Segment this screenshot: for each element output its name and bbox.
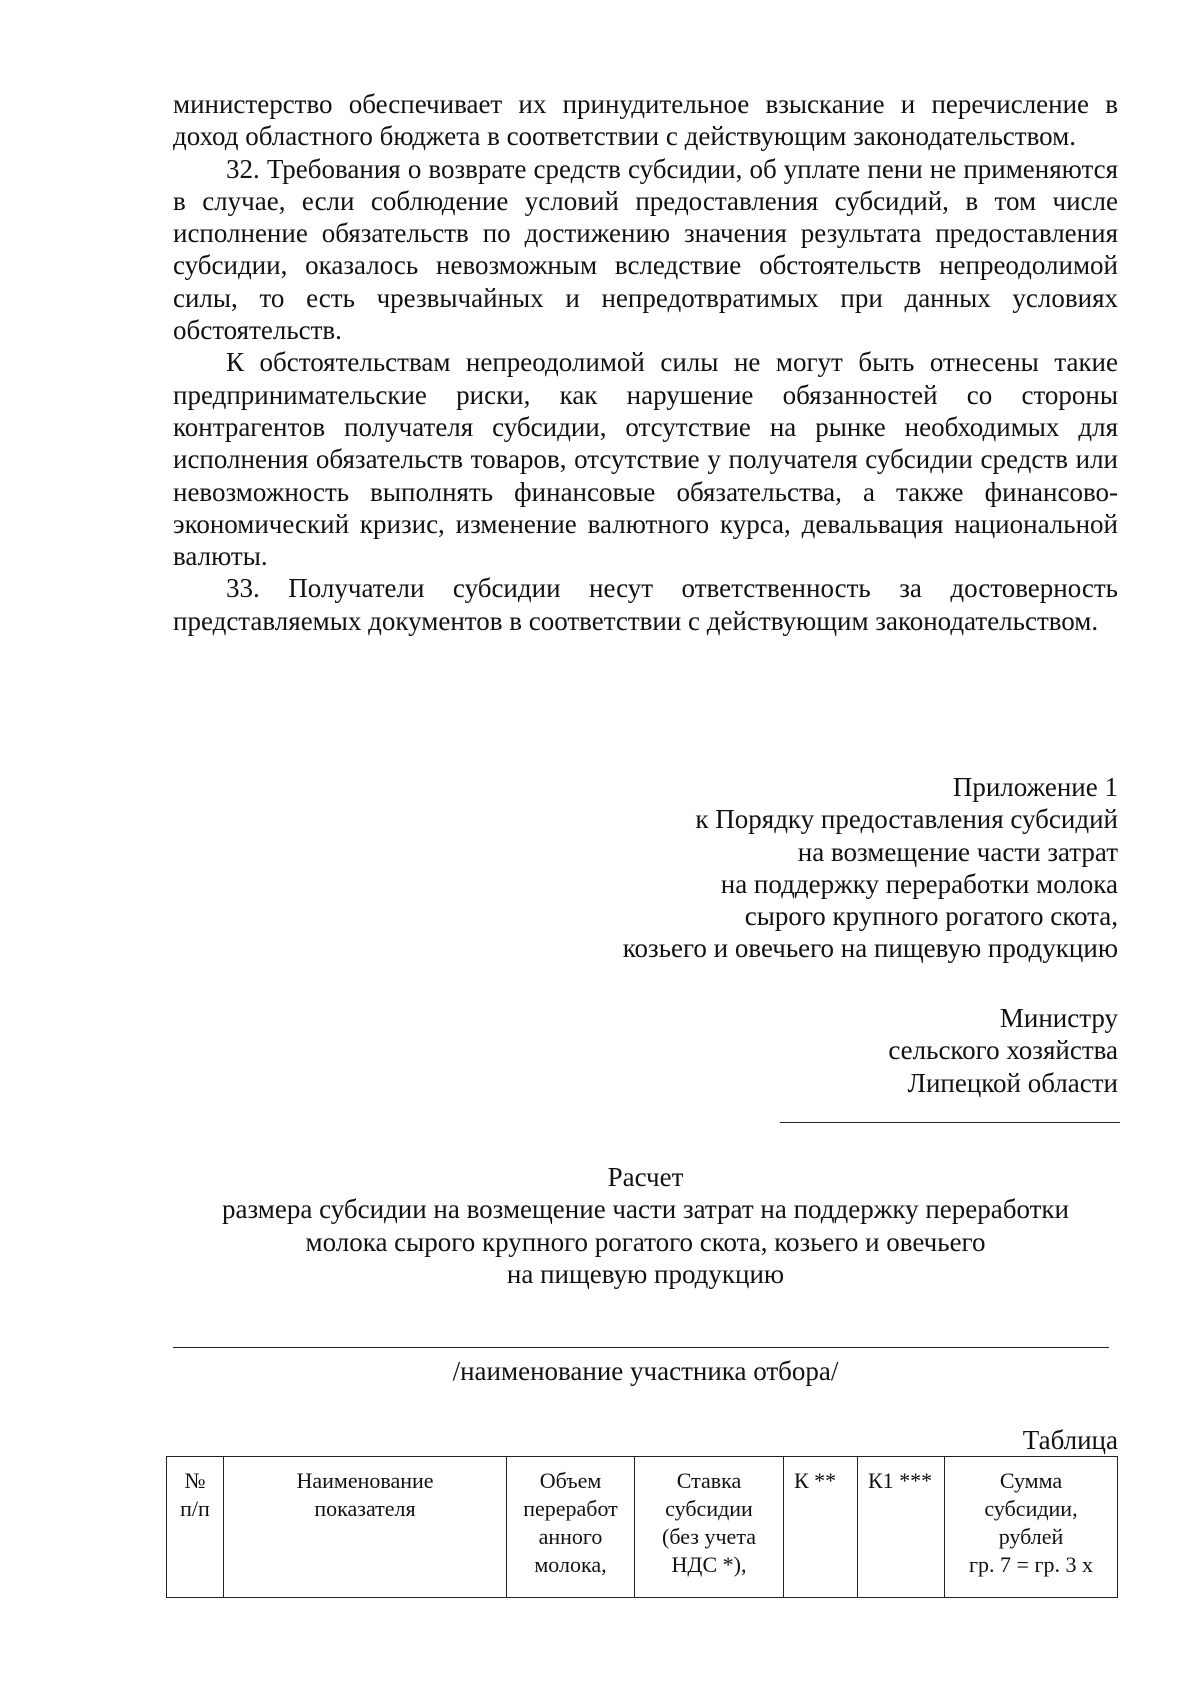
- appendix-line: на возмещение части затрат: [797, 836, 1118, 867]
- addressee-block: [888, 1002, 1118, 1099]
- addressee-signature-line: [780, 1122, 1120, 1123]
- appendix-line: к Порядку предоставления субсидий: [695, 804, 1118, 835]
- table-label: Таблица: [1022, 1425, 1118, 1455]
- participant-caption: /наименование участника отбора/: [452, 1356, 839, 1386]
- header-cell-rate: Ставка субсидии (без учета НДС *),: [635, 1457, 784, 1598]
- body-text: [173, 88, 1118, 637]
- paragraph-32: 32. Требования о возврате средств субсидии, об уплате пени не применяются в случае, если соблюдение условий предоставления субсидий, в том числе исполнение обязательств по достижению значения результата предоставления субсидии, оказалось невозможным вследствие обстоятельств непреодолимой силы, то есть чрезвычайных и непредотвратимых при данных условиях обстоятельств.: [173, 153, 1118, 346]
- title-line: Расчет: [607, 1162, 684, 1192]
- title-line: размера субсидии на возмещение части затрат на поддержку переработки: [222, 1194, 1069, 1225]
- addressee-line: Липецкой области: [907, 1067, 1118, 1098]
- paragraph-continuation: министерство обеспечивает их принудительное взыскание и перечисление в доход областного бюджета в соответствии с действующим законодательством.: [173, 89, 1118, 152]
- header-cell-sum: Сумма субсидии, рублей гр. 7 = гр. 3 х: [945, 1457, 1118, 1598]
- appendix-line: Приложение 1: [952, 772, 1118, 802]
- header-cell-volume: Объем переработ анного молока,: [507, 1457, 635, 1598]
- appendix-line: козьего и овечьего на пищевую продукцию: [622, 933, 1118, 964]
- header-cell-number: № п/п: [167, 1457, 224, 1598]
- paragraph-force-majeure: К обстоятельствам непреодолимой силы не могут быть отнесены такие предпринимательские риски, как нарушение обязанностей со стороны контрагентов получателя субсидии, отсутствие на рынке необходимых для исполнения обязательств товаров, отсутствие у получателя субсидии средств или невозможность выполнять финансовые обязательства, а также финансово-экономический кризис, изменение валютного курса, девальвация национальной валюты.: [173, 347, 1118, 572]
- addressee-line: Министру: [999, 1003, 1118, 1033]
- title-line: молока сырого крупного рогатого скота, козьего и овечьего: [305, 1226, 986, 1257]
- header-cell-k1: К1 ***: [858, 1457, 945, 1598]
- header-cell-indicator: Наименование показателя: [224, 1457, 507, 1598]
- document-title: [173, 1161, 1118, 1290]
- addressee-line: сельского хозяйства: [888, 1035, 1118, 1066]
- calculation-table: [166, 1456, 1118, 1598]
- appendix-heading: [623, 771, 1118, 965]
- participant-name-line: [173, 1347, 1109, 1348]
- table-header-row: [167, 1457, 1118, 1598]
- title-line: на пищевую продукцию: [506, 1258, 785, 1289]
- paragraph-33: 33. Получатели субсидии несут ответственность за достоверность представляемых документов в соответствии с действующим законодательством.: [173, 573, 1118, 636]
- appendix-line: на поддержку переработки молока: [720, 868, 1118, 899]
- header-cell-k: К **: [784, 1457, 858, 1598]
- appendix-line: сырого крупного рогатого скота,: [744, 901, 1118, 932]
